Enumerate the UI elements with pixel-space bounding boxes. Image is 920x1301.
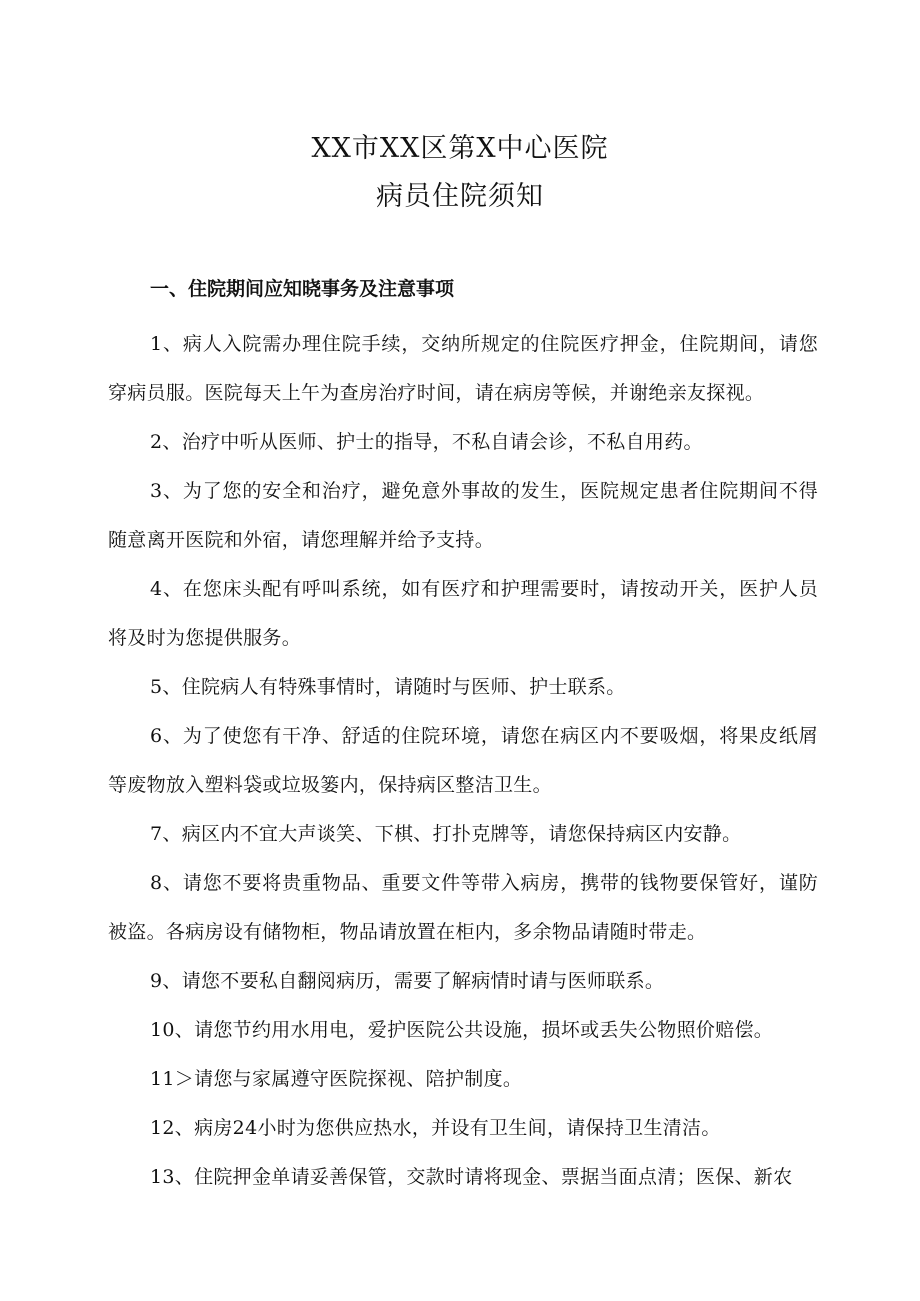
notice-list xyxy=(108,320,818,1202)
notice-item-5: 5、住院病人有特殊事情时，请随时与医师、护士联系。 xyxy=(150,676,626,698)
notice-item-12: 12、病房24小时为您供应热水，并设有卫生间，请保持卫生清洁。 xyxy=(150,1117,721,1139)
notice-item-3: 3、为了您的安全和治疗，避免意外事故的发生，医院规定患者住院期间不得随意离开医院和外宿，请您理解并给予支持。 xyxy=(108,480,818,551)
notice-item-4: 4、在您床头配有呼叫系统，如有医疗和护理需要时，请按动开关，医护人员将及时为您提供服务。 xyxy=(108,578,818,649)
notice-item-2: 2、治疗中听从医师、护士的指导，不私自请会诊，不私自用药。 xyxy=(150,431,703,453)
notice-item-11: 11＞请您与家属遵守医院探视、陪护制度。 xyxy=(150,1068,523,1090)
section-heading: 一、住院期间应知晓事务及注意事项 xyxy=(150,278,455,300)
document-title: 病员住院须知 xyxy=(376,181,544,212)
notice-item-7: 7、病区内不宜大声谈笑、下棋、打扑克牌等，请您保持病区内安静。 xyxy=(150,823,742,845)
notice-item-9: 9、请您不要私自翻阅病历，需要了解病情时请与医师联系。 xyxy=(150,970,665,992)
notice-item-1: 1、病人入院需办理住院手续，交纳所规定的住院医疗押金，住院期间，请您穿病员服。医院每天上午为查房治疗时间，请在病房等候，并谢绝亲友探视。 xyxy=(108,333,818,404)
notice-item-6: 6、为了使您有干净、舒适的住院环境，请您在病区内不要吸烟，将果皮纸屑等废物放入塑料袋或垃圾篓内，保持病区整洁卫生。 xyxy=(108,725,818,796)
hospital-name: XX市XX区第X中心医院 xyxy=(311,133,609,164)
notice-item-10: 10、请您节约用水用电，爱护医院公共设施，损坏或丢失公物照价赔偿。 xyxy=(150,1019,774,1041)
notice-item-8: 8、请您不要将贵重物品、重要文件等带入病房，携带的钱物要保管好，谨防被盗。各病房设有储物柜，物品请放置在柜内，多余物品请随时带走。 xyxy=(108,872,818,943)
notice-item-13: 13、住院押金单请妥善保管，交款时请将现金、票据当面点清；医保、新农 xyxy=(150,1166,793,1188)
